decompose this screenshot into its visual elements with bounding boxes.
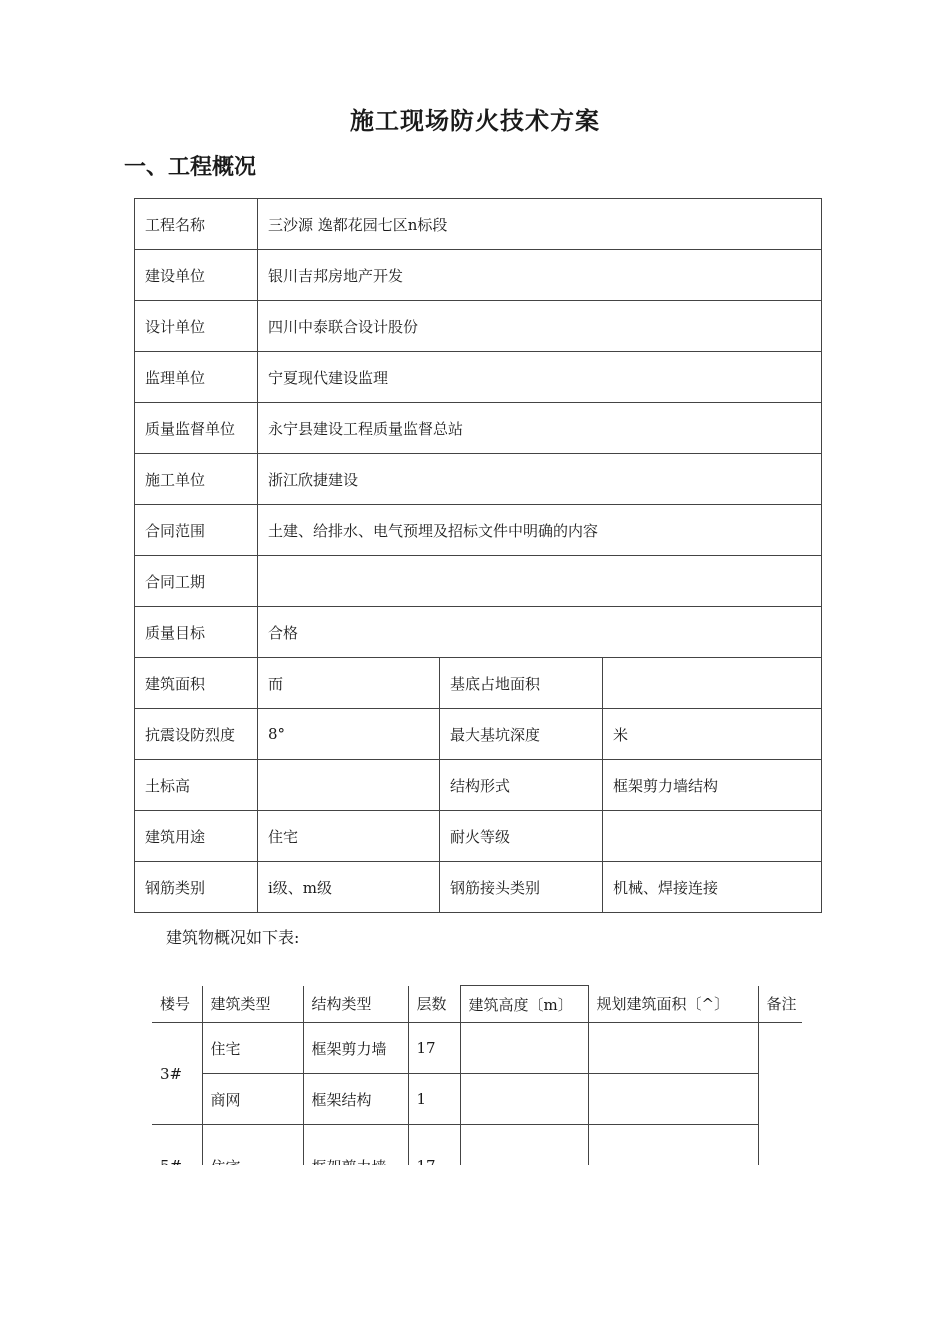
contractor-label: 施工单位 [135,454,258,505]
rebar-value: i级、m级 [258,862,440,913]
header-building-no: 楼号 [152,986,202,1023]
seismic-label: 抗震设防烈度 [135,709,258,760]
building-no-cell: 3# [152,1023,202,1125]
project-info-table [134,198,822,913]
contractor-value: 浙江欣捷建设 [258,454,822,505]
header-height: 建筑高度〔m〕 [460,986,588,1023]
height-cell [460,1074,588,1125]
builder-label: 建设单位 [135,250,258,301]
table-row [152,1074,802,1125]
table-row [135,811,822,862]
period-value [258,556,822,607]
area-label: 建筑面积 [135,658,258,709]
supervisor-label: 监理单位 [135,352,258,403]
use-value: 住宅 [258,811,440,862]
table-row [135,556,822,607]
buildings-table [152,985,802,1185]
rebar-label: 钢筋类别 [135,862,258,913]
header-building-type: 建筑类型 [202,986,303,1023]
floors-cell: 17 [408,1023,460,1074]
table-row [135,862,822,913]
building-type-cell: 商网 [202,1074,303,1125]
quality-goal-value: 合格 [258,607,822,658]
scope-label: 合同范围 [135,505,258,556]
planned-area-cell [588,1074,758,1125]
area-value: 而 [258,658,440,709]
elevation-label: 土标高 [135,760,258,811]
header-remarks: 备注 [758,986,802,1023]
page-bottom-margin [0,1165,950,1344]
builder-value: 银川吉邦房地产开发 [258,250,822,301]
floors-cell: 1 [408,1074,460,1125]
supervisor-value: 宁夏现代建设监理 [258,352,822,403]
quality-station-label: 质量监督单位 [135,403,258,454]
designer-label: 设计单位 [135,301,258,352]
quality-goal-label: 质量目标 [135,607,258,658]
document-title: 施工现场防火技术方案 [350,107,600,135]
section-heading-overview: 一、工程概况 [124,155,257,180]
header-floors: 层数 [408,986,460,1023]
table-row [152,1023,802,1074]
header-structure-type: 结构类型 [303,986,408,1023]
remarks-cell [758,1023,802,1186]
table-row [135,760,822,811]
table-row [135,658,822,709]
table-row [135,607,822,658]
period-label: 合同工期 [135,556,258,607]
structure-type-cell: 框架剪力墙 [303,1023,408,1074]
table-row [135,505,822,556]
table-row [135,403,822,454]
rebar-joint-label: 钢筋接头类别 [440,862,603,913]
project-name-value: 三沙源 逸都花园七区n标段 [258,199,822,250]
table-row [135,301,822,352]
structure-value: 框架剪力墙结构 [603,760,822,811]
planned-area-cell [588,1023,758,1074]
building-type-cell: 住宅 [202,1023,303,1074]
structure-label: 结构形式 [440,760,603,811]
fire-rating-value [603,811,822,862]
quality-station-value: 永宁县建设工程质量监督总站 [258,403,822,454]
height-cell [460,1023,588,1074]
elevation-value [258,760,440,811]
buildings-note: 建筑物概况如下表: [166,928,300,947]
designer-value: 四川中泰联合设计股份 [258,301,822,352]
structure-type-cell: 框架结构 [303,1074,408,1125]
table-header-row [152,986,802,1023]
table-row [135,199,822,250]
pit-depth-label: 最大基坑深度 [440,709,603,760]
table-row [135,709,822,760]
project-name-label: 工程名称 [135,199,258,250]
pit-depth-value: 米 [603,709,822,760]
table-row [135,454,822,505]
fire-rating-label: 耐火等级 [440,811,603,862]
base-area-value [603,658,822,709]
table-row [135,250,822,301]
table-row [135,352,822,403]
rebar-joint-value: 机械、焊接连接 [603,862,822,913]
seismic-value: 8° [258,709,440,760]
scope-value: 土建、给排水、电气预埋及招标文件中明确的内容 [258,505,822,556]
use-label: 建筑用途 [135,811,258,862]
header-planned-area: 规划建筑面积〔^〕 [588,986,758,1023]
base-area-label: 基底占地面积 [440,658,603,709]
